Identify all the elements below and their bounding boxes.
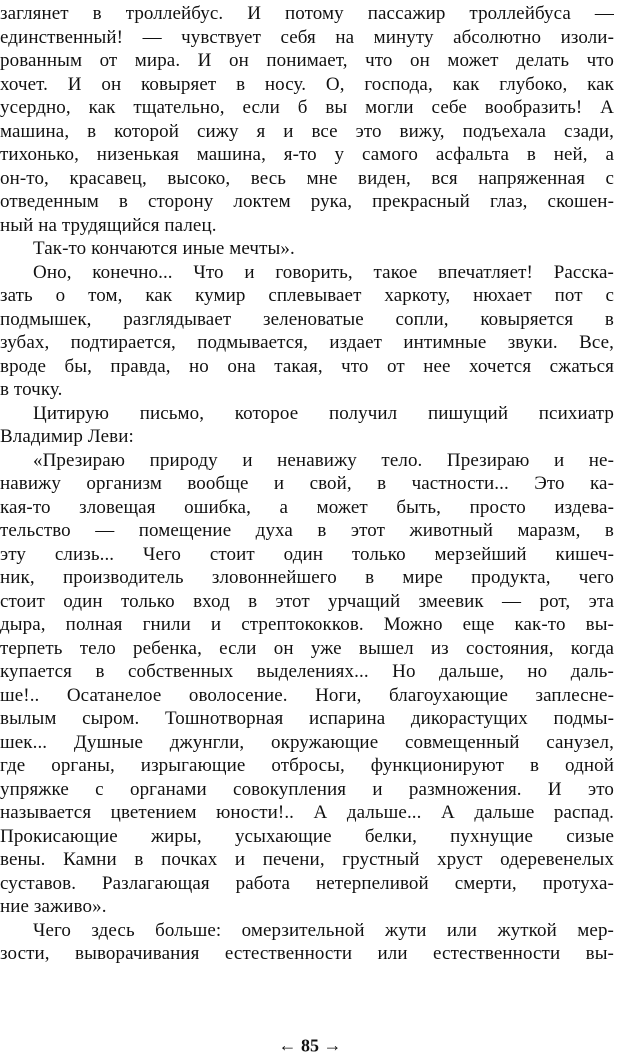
text-line: эту слизь... Чего стоит один только мерзейший кишеч- <box>0 543 614 565</box>
page-footer <box>0 1034 620 1056</box>
text-line: Прокисающие жиры, усыхающие белки, пухнущие сизые <box>0 825 614 847</box>
text-line: заглянет в троллейбус. И потому пассажир троллейбуса — <box>0 3 614 24</box>
text-line: Цитирую письмо, которое получил пишущий психиатр <box>33 402 614 424</box>
text-line: Чего здесь больше: омерзительной жути или жуткой мер- <box>33 919 614 941</box>
page-number: 85 <box>301 1035 319 1056</box>
text-line: где органы, изрыгающие отбросы, функционируют в одной <box>0 755 614 776</box>
text-line: терпеть тело ребенка, если он уже вышел из состояния, когда <box>0 637 614 659</box>
arrow-right-icon: → <box>323 1035 342 1056</box>
text-line: шек... Душные джунгли, окружающие совмещенный санузел, <box>0 731 614 753</box>
text-line: купается в собственных выделениях... Но дальше, но даль- <box>0 661 614 682</box>
text-line: дыра, полная гнили и стрептококков. Можно еще как-то вы- <box>0 614 614 635</box>
text-line: вроде бы, правда, но она такая, что от нее хочется сжаться <box>0 355 614 377</box>
text-line: тельство — помещение духа в этот животный маразм, в <box>0 520 614 541</box>
arrow-left-icon: ← <box>278 1035 297 1056</box>
text-line: вылым сыром. Тошнотворная испарина дикорастущих подмы- <box>0 708 614 729</box>
text-line: усердно, как тщательно, если б вы могли себе вообразить! А <box>0 97 614 118</box>
text-line: ние заживо». <box>0 896 107 917</box>
text-line: ный на трудящийся палец. <box>0 214 217 236</box>
text-line: в точку. <box>0 379 63 400</box>
text-line: машина, в которой сижу я и все это вижу, подъехала сзади, <box>0 120 614 142</box>
text-line: стоит один только вход в этот урчащий змеевик — рот, эта <box>0 590 614 612</box>
text-line: вены. Камни в почках и печени, грустный хруст одеревенелых <box>0 849 614 870</box>
text-line: хочет. И он ковыряет в носу. О, господа, как глубоко, как <box>0 73 614 95</box>
text-line: отведенным в сторону локтем рука, прекрасный глаз, скошен- <box>0 191 614 212</box>
text-line: Так-то кончаются иные мечты». <box>33 238 295 259</box>
text-line: зать о том, как кумир сплевывает харкоту, нюхает пот с <box>0 285 614 306</box>
text-line: Владимир Леви: <box>0 426 134 447</box>
text-line: единственный! — чувствует себя на минуту абсолютно изоли- <box>0 26 614 48</box>
text-line: зости, выворачивания естественности или естественности вы- <box>0 943 614 964</box>
body-text <box>0 2 614 966</box>
text-line: кая-то зловещая ошибка, а может быть, просто издева- <box>0 496 614 518</box>
text-line: суставов. Разлагающая работа нетерпеливой смерти, протуха- <box>0 872 614 894</box>
text-line: он-то, красавец, высоко, весь мне виден, вся напряженная с <box>0 167 614 189</box>
text-line: ше!.. Осатанелое оволосение. Ноги, благоухающие заплесне- <box>0 684 614 706</box>
text-line: навижу организм вообще и свой, в частности... Это ка- <box>0 473 614 494</box>
text-line: Оно, конечно... Что и говорить, такое впечатляет! Расска- <box>33 261 614 283</box>
text-line: подмышек, разглядывает зеленоватые сопли, ковыряется в <box>0 308 614 330</box>
text-line: упряжке с органами совокупления и размножения. И это <box>0 778 614 800</box>
text-line: ник, производитель зловоннейшего в мире продукта, чего <box>0 567 614 588</box>
text-line: называется цветением юности!.. А дальше... А дальше распад. <box>0 802 614 823</box>
text-line: рованным от мира. И он понимает, что он может делать что <box>0 50 614 71</box>
text-line: тихонько, низенькая машина, я-то у самого асфальта в ней, а <box>0 144 614 165</box>
text-line: зубах, подтирается, подмывается, издает интимные звуки. Все, <box>0 332 614 353</box>
text-line: «Презираю природу и ненавижу тело. Презираю и не- <box>33 449 614 471</box>
